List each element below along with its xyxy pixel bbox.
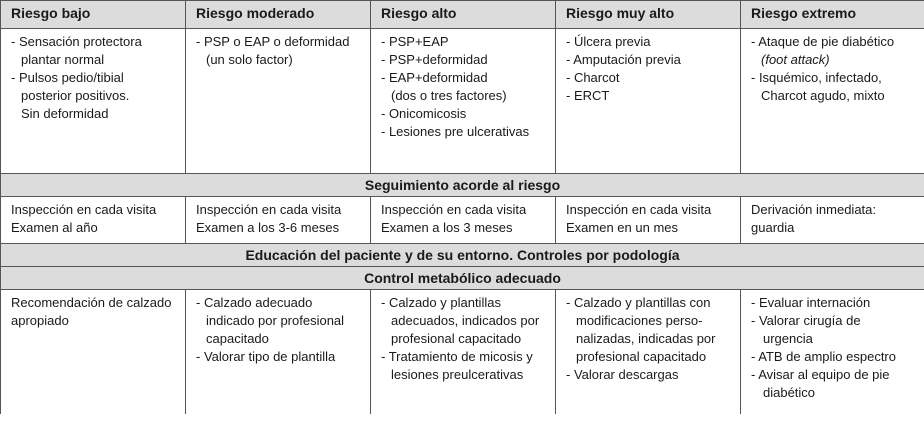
text-line: Examen al año: [11, 220, 98, 235]
text-line: - Sensación protectora: [11, 34, 142, 49]
recommendations-bajo: [1, 290, 186, 415]
text-line: - PSP+deformidad: [381, 52, 488, 67]
text-line: nalizadas, indicadas por: [576, 331, 716, 346]
text-line: - Valorar descargas: [566, 367, 679, 382]
text-line: - ERCT: [566, 88, 610, 103]
text-line: - Evaluar internación: [751, 295, 871, 310]
text-line: - ATB de amplio espectro: [751, 349, 896, 364]
criteria-bajo: [1, 29, 186, 174]
text-line: Derivación inmediata:: [751, 202, 877, 217]
followup-extremo: [741, 197, 924, 244]
text-line: - Lesiones pre ulcerativas: [381, 124, 530, 139]
text-line: apropiado: [11, 313, 69, 328]
text-line: (un solo factor): [206, 52, 293, 67]
followup-muy-alto: [556, 197, 741, 244]
text-line: Sin deformidad: [21, 106, 109, 121]
text-line: Inspección en cada visita: [566, 202, 712, 217]
text-line: - Valorar tipo de plantilla: [196, 349, 336, 364]
text-line: - PSP o EAP o deformidad: [196, 34, 350, 49]
text-line: Charcot agudo, mixto: [761, 88, 885, 103]
text-line: - Isquémico, infectado,: [751, 70, 882, 85]
text-line: indicado por profesional: [206, 313, 345, 328]
text-line: profesional capacitado: [576, 349, 707, 364]
followup-bajo: [1, 197, 186, 244]
text-line: Examen a los 3-6 meses: [196, 220, 340, 235]
text-line: profesional capacitado: [391, 331, 522, 346]
recommendations-muy-alto: [556, 290, 741, 415]
text-line: (dos o tres factores): [391, 88, 507, 103]
text-line: Inspección en cada visita: [196, 202, 342, 217]
header-row: [1, 1, 924, 29]
text-line: - Onicomicosis: [381, 106, 467, 121]
text-line: - Avisar al equipo de pie: [751, 367, 890, 382]
text-line: - Calzado y plantillas con: [566, 295, 711, 310]
text-line: - Úlcera previa: [566, 34, 651, 49]
followup-row: [1, 197, 924, 244]
criteria-row: [1, 29, 924, 174]
text-line: modificaciones perso-: [576, 313, 703, 328]
text-line: - Calzado adecuado: [196, 295, 313, 310]
text-line: - Charcot: [566, 70, 620, 85]
text-line: Inspección en cada visita: [381, 202, 527, 217]
text-line: lesiones preulcerativas: [391, 367, 524, 382]
band-control-metabolico-label: Control metabólico adecuado: [1, 267, 924, 290]
recommendations-extremo: [741, 290, 924, 415]
band-seguimiento: [1, 174, 924, 197]
criteria-moderado: [186, 29, 371, 174]
criteria-muy-alto: [556, 29, 741, 174]
followup-alto: [371, 197, 556, 244]
header-riesgo-moderado: Riesgo moderado: [186, 1, 371, 29]
text-line: adecuados, indicados por: [391, 313, 540, 328]
band-educacion-label: Educación del paciente y de su entorno. Controles por podología: [1, 244, 924, 267]
text-line: - PSP+EAP: [381, 34, 449, 49]
text-line: posterior positivos.: [21, 88, 130, 103]
header-riesgo-extremo: Riesgo extremo: [741, 1, 924, 29]
text-line: Examen a los 3 meses: [381, 220, 513, 235]
foot-attack-text: (foot attack): [761, 52, 830, 67]
header-riesgo-bajo: Riesgo bajo: [1, 1, 186, 29]
text-line: capacitado: [206, 331, 269, 346]
recommendations-row: [1, 290, 924, 415]
text-line: Recomendación de calzado: [11, 295, 172, 310]
criteria-extremo: [741, 29, 924, 174]
band-control-metabolico: [1, 267, 924, 290]
text-line: - EAP+deformidad: [381, 70, 488, 85]
text-line: - Amputación previa: [566, 52, 681, 67]
text-line: guardia: [751, 220, 795, 235]
criteria-alto: [371, 29, 556, 174]
text-line: - Ataque de pie diabético: [751, 34, 895, 49]
text-line: plantar normal: [21, 52, 105, 67]
text-line: - Pulsos pedio/tibial: [11, 70, 124, 85]
band-educacion: [1, 244, 924, 267]
followup-moderado: [186, 197, 371, 244]
recommendations-moderado: [186, 290, 371, 415]
band-seguimiento-label: Seguimiento acorde al riesgo: [1, 174, 924, 197]
header-riesgo-muy-alto: Riesgo muy alto: [556, 1, 741, 29]
text-line: diabético: [763, 385, 816, 400]
header-riesgo-alto: Riesgo alto: [371, 1, 556, 29]
text-line: Examen en un mes: [566, 220, 679, 235]
text-line: - Valorar cirugía de: [751, 313, 861, 328]
recommendations-alto: [371, 290, 556, 415]
text-line: Inspección en cada visita: [11, 202, 157, 217]
text-line: - Calzado y plantillas: [381, 295, 501, 310]
text-line: - Tratamiento de micosis y: [381, 349, 533, 364]
text-line: urgencia: [763, 331, 813, 346]
